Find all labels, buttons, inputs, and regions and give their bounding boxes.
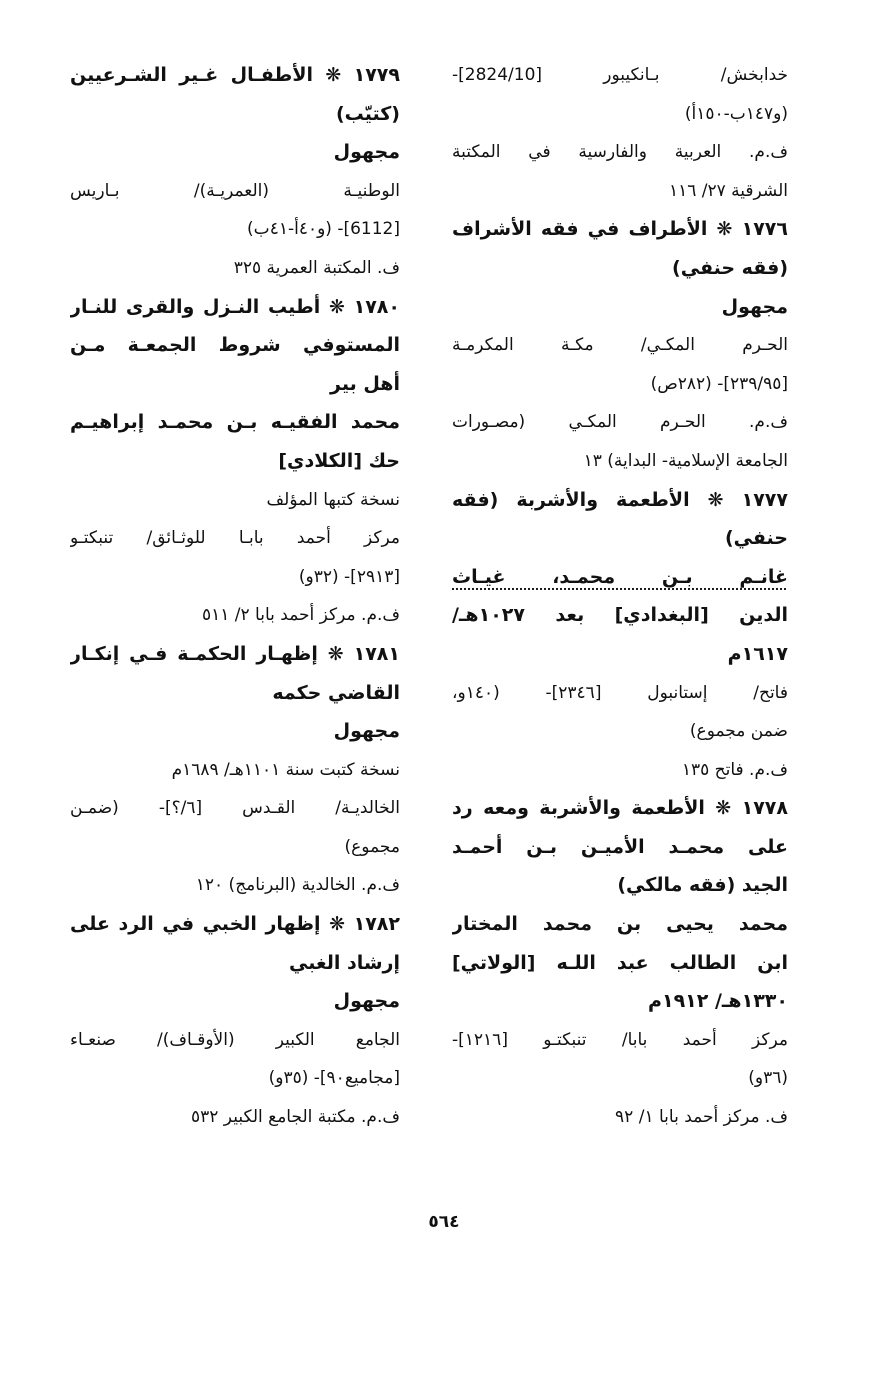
entry-detail-line: ف.م. فاتح ١٣٥ <box>681 759 788 780</box>
entry-detail-line: ف.م. الخالدية (البرنامج) ١٢٠ <box>195 875 400 896</box>
entry-heading-line: (كتيّب) <box>335 102 400 125</box>
entry-detail-line: مجموع) <box>344 836 400 857</box>
entry-heading-line: أهل بير <box>330 372 400 395</box>
entry-heading-line: الجيد (فقه مالكي) <box>617 874 788 897</box>
entry-heading-line: حنفي) <box>724 527 788 550</box>
entry-heading-line: مجهول <box>333 141 400 164</box>
page-number: ٥٦٤ <box>428 1212 460 1232</box>
left-column <box>70 56 400 1137</box>
entry-detail-line: نسخة كتبها المؤلف <box>266 489 400 510</box>
entry-detail-line: خدابخش/ بـانكيبور [2824/10]- <box>452 65 788 85</box>
entry-detail-line: [٢٣٩/٩٥]- (٢٨٢ص) <box>650 373 788 394</box>
entry-detail-line: (٣٦و) <box>748 1068 788 1089</box>
entry-heading-line: ابن الطالب عبد اللـه [الولاتي] <box>452 951 788 974</box>
entry-heading-line: ١٧٧٧ ❋ الأطعمة والأشربة (فقه <box>452 488 788 511</box>
entry-heading-line: على محمـد الأميـن بـن أحمـد <box>452 835 788 858</box>
entry-detail-line: الجامعة الإسلامية- البداية) ١٣ <box>583 450 788 471</box>
entry-heading-line: مجهول <box>721 295 788 318</box>
entry-heading-line: ١٣٣٠هـ/ ١٩١٢م <box>648 990 788 1013</box>
entry-heading-line: محمد يحيى بن محمد المختار <box>452 913 788 936</box>
entry-detail-line: [٢٩١٣]- (٣٢و) <box>298 566 400 587</box>
entry-heading-line: ١٧٧٩ ❋ الأطفـال غـير الشـرعيين <box>70 64 400 86</box>
entry-heading-line: المستوفي شروط الجمعـة مـن <box>70 334 400 357</box>
entry-detail-line: الوطنيـة (العمريـة)/ بـاريس <box>70 180 400 201</box>
entry-heading-line: مجهول <box>333 990 400 1013</box>
entry-detail-line: ف.م. الحـرم المكـي (مصـورات <box>452 412 788 433</box>
entry-detail-line: نسخة كتبت سنة ١١٠١هـ/ ١٦٨٩م <box>171 759 400 780</box>
entry-heading-line: ١٧٨١ ❋ إظهـار الحكمـة فـي إنكـار <box>70 642 400 665</box>
entry-detail-line: الجامع الكبير (الأوقـاف)/ صنعـاء <box>70 1029 400 1050</box>
entry-detail-line: ف.م. العربية والفارسية في المكتبة <box>452 142 788 163</box>
entry-heading-line: غانـم بـن محمـد، غيـاث <box>452 565 788 588</box>
entry-heading-line: القاضي حكمه <box>272 681 400 704</box>
entry-detail-line: مركز أحمد بابا/ تنبكتـو [١٢١٦]- <box>452 1029 788 1050</box>
entry-heading-line: (فقه حنفي) <box>672 256 788 279</box>
entry-heading-line: ١٧٨٢ ❋ إظهار الخبي في الرد على <box>70 913 400 936</box>
entry-detail-line: الحـرم المكـي/ مكـة المكرمـة <box>452 335 788 356</box>
entry-heading-line: ١٦١٧م <box>727 642 788 665</box>
entry-detail-line: [مجاميع٩٠]- (٣٥و) <box>268 1068 400 1089</box>
entry-detail-line: مركز أحمد بابـا للوثـائق/ تنبكتـو <box>70 528 400 549</box>
entry-detail-line: [6112]- (و٤٠أ-٤١ب) <box>247 219 400 240</box>
entry-detail-line: ضمن مجموع) <box>689 721 788 742</box>
entry-detail-line: ف. مركز أحمد بابا ١/ ٩٢ <box>615 1107 788 1128</box>
entry-heading-line: ١٧٧٨ ❋ الأطعمة والأشربة ومعه رد <box>452 797 788 820</box>
entry-heading-line: حك [الكلادي] <box>278 449 400 472</box>
entry-heading-line: الدين [البغدادي] بعد ١٠٢٧هـ/ <box>452 604 788 627</box>
right-column <box>452 56 788 1137</box>
entry-detail-line: ف. المكتبة العمرية ٣٢٥ <box>233 257 400 278</box>
entry-detail-line: (و١٤٧ب-١٥٠أ) <box>684 103 788 124</box>
entry-detail-line: ف.م. مركز أحمد بابا ٢/ ٥١١ <box>201 605 400 626</box>
entry-heading-line: ١٧٨٠ ❋ أطيب النـزل والقرى للنـار <box>70 295 400 318</box>
entry-heading-line: إرشاد الغبي <box>289 951 400 974</box>
entry-detail-line: الخالديـة/ القـدس [٦/؟]- (ضمـن <box>70 798 400 819</box>
entry-heading-line: مجهول <box>333 720 400 743</box>
entry-detail-line: ف.م. مكتبة الجامع الكبير ٥٣٢ <box>191 1107 400 1128</box>
entry-heading-line: ١٧٧٦ ❋ الأطراف في فقه الأشراف <box>452 218 788 241</box>
entry-detail-line: الشرقية ٢٧/ ١١٦ <box>668 180 788 201</box>
entry-heading-line: محمد الفقيـه بـن محمـد إبراهيـم <box>70 411 400 434</box>
entry-detail-line: فاتح/ إستانبول [٢٣٤٦]- (١٤٠و، <box>452 682 788 703</box>
